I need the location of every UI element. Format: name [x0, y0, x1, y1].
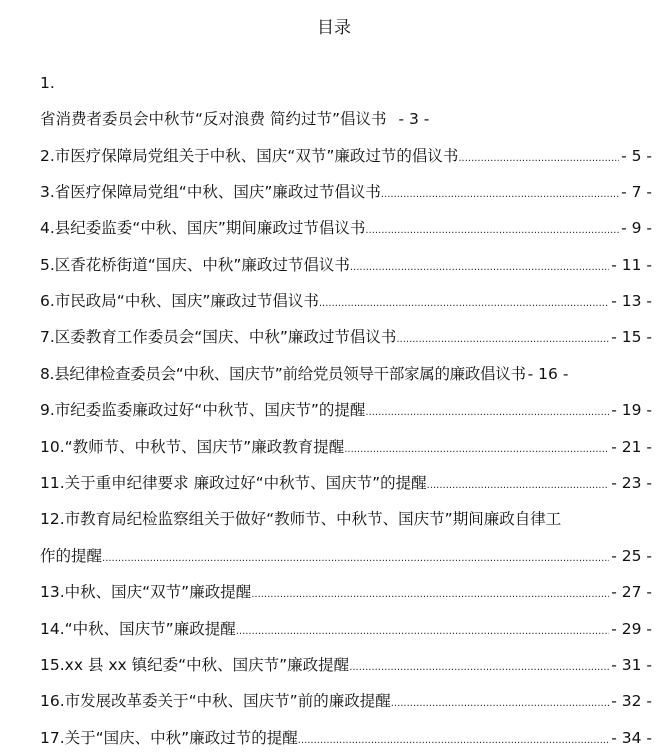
toc-entry-page: - 25 -	[611, 547, 652, 565]
toc-entry-page: - 5 -	[621, 147, 652, 165]
toc-entry-16[interactable]	[40, 690, 652, 712]
toc-entry-page: - 7 -	[621, 183, 652, 201]
toc-entry-text: 省消费者委员会中秋节“反对浪费 简约过节”倡议书	[40, 110, 387, 128]
leader-dots	[365, 220, 619, 242]
toc-entry-page: - 27 -	[611, 583, 652, 601]
toc-entry-text: 2.市医疗保障局党组关于中秋、国庆“双节”廉政过节的倡议书	[40, 147, 459, 165]
leader-dots	[102, 548, 609, 570]
leader-dots	[458, 148, 619, 170]
toc-entry-page: - 13 -	[611, 292, 652, 310]
leader-dots	[391, 693, 610, 715]
toc-entry-text: 11.关于重申纪律要求 廉政过好“中秋节、国庆节”的提醒	[40, 474, 427, 492]
toc-entry-15[interactable]	[40, 654, 652, 676]
toc-entry-page: - 29 -	[611, 620, 652, 638]
toc-entry-11[interactable]	[40, 472, 652, 494]
toc-entry-text: 9.市纪委监委廉政过好“中秋节、国庆节”的提醒	[40, 401, 366, 419]
leader-dots	[350, 257, 609, 279]
toc-entry-text: 作的提醒	[40, 547, 103, 565]
toc-entry-10[interactable]	[40, 436, 652, 458]
toc-entry-12[interactable]	[40, 545, 652, 567]
toc-entry-1[interactable]	[40, 108, 429, 130]
toc-entry-text: 5.区香花桥街道“国庆、中秋”廉政过节倡议书	[40, 256, 350, 274]
leader-dots	[236, 621, 610, 643]
toc-entry-page: - 34 -	[611, 729, 652, 747]
toc-entry-4[interactable]	[40, 217, 652, 239]
leader-dots	[427, 475, 610, 497]
leader-dots	[381, 184, 619, 206]
toc-entry-7[interactable]	[40, 326, 652, 348]
toc-entry-page: - 21 -	[611, 438, 652, 456]
toc-entry-13[interactable]	[40, 581, 652, 603]
toc-entry-17[interactable]	[40, 727, 652, 749]
toc-entry-page: - 11 -	[611, 256, 652, 274]
toc-entry-page: - 32 -	[611, 692, 652, 710]
toc-entry-page: - 16 -	[527, 365, 569, 383]
toc-entry-9[interactable]	[40, 399, 652, 421]
leader-dots	[396, 329, 609, 351]
toc-title: 目录	[317, 18, 351, 38]
toc-entry-text: 8.县纪律检查委员会“中秋、国庆节”前给党员领导干部家属的廉政倡议书	[40, 365, 526, 383]
toc-entry-text: 4.县纪委监委“中秋、国庆”期间廉政过节倡议书	[40, 219, 366, 237]
leader-dots	[349, 657, 609, 679]
toc-entry-text: 16.市发展改革委关于“中秋、国庆节”前的廉政提醒	[40, 692, 391, 710]
toc-entry-page: - 31 -	[611, 656, 652, 674]
toc-entry-6[interactable]	[40, 290, 652, 312]
toc-entry-text: 14.“中秋、国庆节”廉政提醒	[40, 620, 236, 638]
toc-entry-page: - 19 -	[611, 401, 652, 419]
leader-dots	[365, 402, 609, 424]
toc-entry-text: 10.“教师节、中秋节、国庆节”廉政教育提醒	[40, 438, 345, 456]
toc-entry-2[interactable]	[40, 145, 652, 167]
toc-entry-text: 3.省医疗保障局党组“中秋、国庆”廉政过节倡议书	[40, 183, 381, 201]
toc-entry-page: - 3 -	[398, 110, 430, 128]
toc-entry-8[interactable]	[40, 363, 662, 385]
toc-entry-page: - 9 -	[621, 219, 652, 237]
leader-dots	[344, 439, 609, 461]
toc-entry-text: 13.中秋、国庆“双节”廉政提醒	[40, 583, 252, 601]
toc-entry-text: 6.市民政局“中秋、国庆”廉政过节倡议书	[40, 292, 319, 310]
leader-dots	[319, 293, 609, 315]
toc-entry-text: 17.关于“国庆、中秋”廉政过节的提醒	[40, 729, 298, 747]
toc-entry-text: 15.xx 县 xx 镇纪委“中秋、国庆节”廉政提醒	[40, 656, 350, 674]
leader-dots	[298, 730, 610, 752]
toc-entry-1-number: 1.	[40, 74, 55, 92]
toc-entry-text: 7.区委教育工作委员会“国庆、中秋”廉政过节倡议书	[40, 328, 397, 346]
toc-entry-5[interactable]	[40, 254, 652, 276]
leader-dots	[251, 584, 609, 606]
toc-entry-14[interactable]	[40, 618, 652, 640]
toc-entry-12-line-1[interactable]: 12.市教育局纪检监察组关于做好“教师节、中秋节、国庆节”期间廉政自律工	[40, 510, 562, 528]
toc-entry-page: - 15 -	[611, 328, 652, 346]
toc-entry-page: - 23 -	[611, 474, 652, 492]
toc-entry-3[interactable]	[40, 181, 652, 203]
